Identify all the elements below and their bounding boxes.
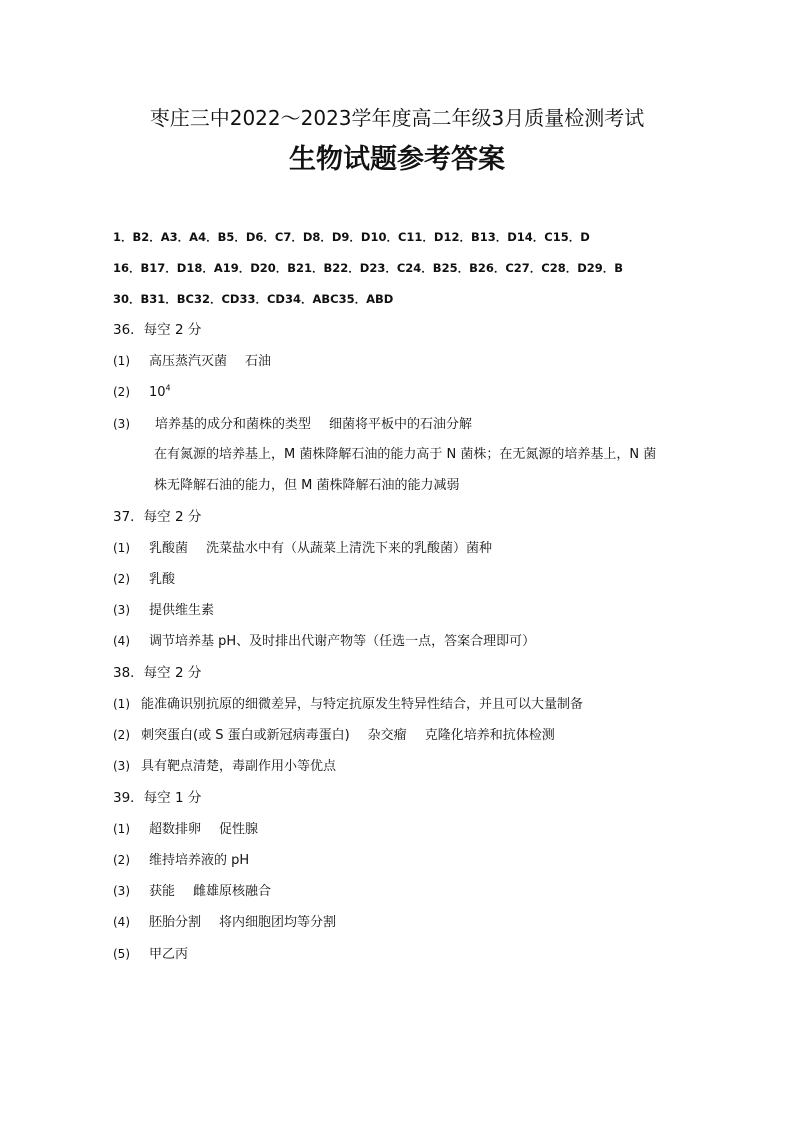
q36-item-3-continuation-1: 在有氮源的培养基上，M 菌株降解石油的能力高于 N 菌株；在无氮源的培养基上，N 菌 (154, 447, 657, 462)
item-number: (2) (113, 728, 130, 742)
item-number: (4) (113, 915, 130, 929)
q39-item-1 (113, 820, 258, 839)
choice-answers-row-3: 30．B31．BC32．CD33．CD34．ABC35．ABD (113, 292, 394, 306)
q36-heading: 36．每空 2 分 (113, 322, 202, 338)
answer-text: 刺突蛋白(或 S 蛋白或新冠病毒蛋白) (141, 728, 350, 743)
answer-text: 10 (149, 385, 166, 400)
answer-text: 能准确识别抗原的细微差异，与特定抗原发生特异性结合，并且可以大量制备 (141, 697, 584, 712)
answer-text: 超数排卵 (149, 822, 202, 837)
answer-text: 乳酸菌 (149, 541, 189, 556)
q36-item-3-continuation-2: 株无降解石油的能力，但 M 菌株降解石油的能力减弱 (154, 478, 460, 493)
item-number: (3) (113, 759, 130, 773)
choice-answers-row-1: 1．B2．A3．A4．B5．D6．C7．D8．D9．D10．C11．D12．B13．D14．C15．D (113, 230, 590, 244)
answer-text: 甲乙丙 (149, 947, 189, 962)
answer-text: 提供维生素 (149, 603, 215, 618)
answer-text: 调节培养基 pH、及时排出代谢产物等（任选一点，答案合理即可） (149, 634, 536, 649)
q37-item-1 (113, 539, 492, 558)
item-number: (2) (113, 385, 130, 399)
item-number: (1) (113, 354, 130, 368)
answer-text: 乳酸 (149, 572, 176, 587)
item-number: (2) (113, 853, 130, 867)
answer-text: 培养基的成分和菌株的类型 (155, 417, 312, 432)
item-number: (4) (113, 634, 130, 648)
q38-heading: 38．每空 2 分 (113, 665, 202, 681)
answer-text: 杂交瘤 (367, 728, 407, 743)
q37-item-3 (113, 601, 214, 620)
q36-item-1 (113, 352, 271, 371)
answer-text: 高压蒸汽灭菌 (149, 354, 228, 369)
q36-item-2 (113, 383, 171, 402)
answer-text: 胚胎分割 (149, 915, 202, 930)
q37-heading: 37．每空 2 分 (113, 509, 202, 525)
q39-item-3 (113, 882, 271, 901)
q39-heading: 39．每空 1 分 (113, 790, 202, 806)
answer-text: 石油 (245, 354, 272, 369)
q37-item-4 (113, 632, 535, 651)
answer-text: 洗菜盐水中有（从蔬菜上清洗下来的乳酸菌）菌种 (206, 541, 493, 556)
answer-text: 雌雄原核融合 (193, 884, 272, 899)
q38-item-3 (113, 757, 336, 776)
answer-text: 克隆化培养和抗体检测 (424, 728, 555, 743)
item-number: (5) (113, 947, 130, 961)
document-subtitle: 生物试题参考答案 (289, 144, 505, 175)
q37-item-2 (113, 570, 175, 589)
item-number: (1) (113, 541, 130, 555)
item-number: (3) (113, 884, 130, 898)
item-number: (3) (113, 417, 130, 431)
answer-exponent: 4 (165, 383, 171, 393)
answer-text: 获能 (149, 884, 176, 899)
item-number: (1) (113, 822, 130, 836)
item-number: (1) (113, 697, 130, 711)
choice-answers-row-2: 16．B17．D18．A19．D20．B21．B22．D23．C24．B25．B26．C27．C28．D29．B (113, 261, 624, 275)
item-number: (3) (113, 603, 130, 617)
q38-item-1 (113, 695, 583, 714)
q36-item-3 (113, 415, 472, 434)
q39-item-4 (113, 913, 336, 932)
answer-text: 维持培养液的 pH (149, 853, 250, 868)
q39-item-5 (113, 945, 188, 964)
answer-text: 细菌将平板中的石油分解 (329, 417, 473, 432)
answer-text: 促性腺 (219, 822, 259, 837)
answer-text: 将内细胞团均等分割 (219, 915, 337, 930)
item-number: (2) (113, 572, 130, 586)
exam-title: 枣庄三中2022～2023学年度高二年级3月质量检测考试 (149, 106, 645, 130)
q38-item-2 (113, 726, 555, 745)
answer-text: 具有靶点清楚，毒副作用小等优点 (141, 759, 337, 774)
q39-item-2 (113, 851, 249, 870)
